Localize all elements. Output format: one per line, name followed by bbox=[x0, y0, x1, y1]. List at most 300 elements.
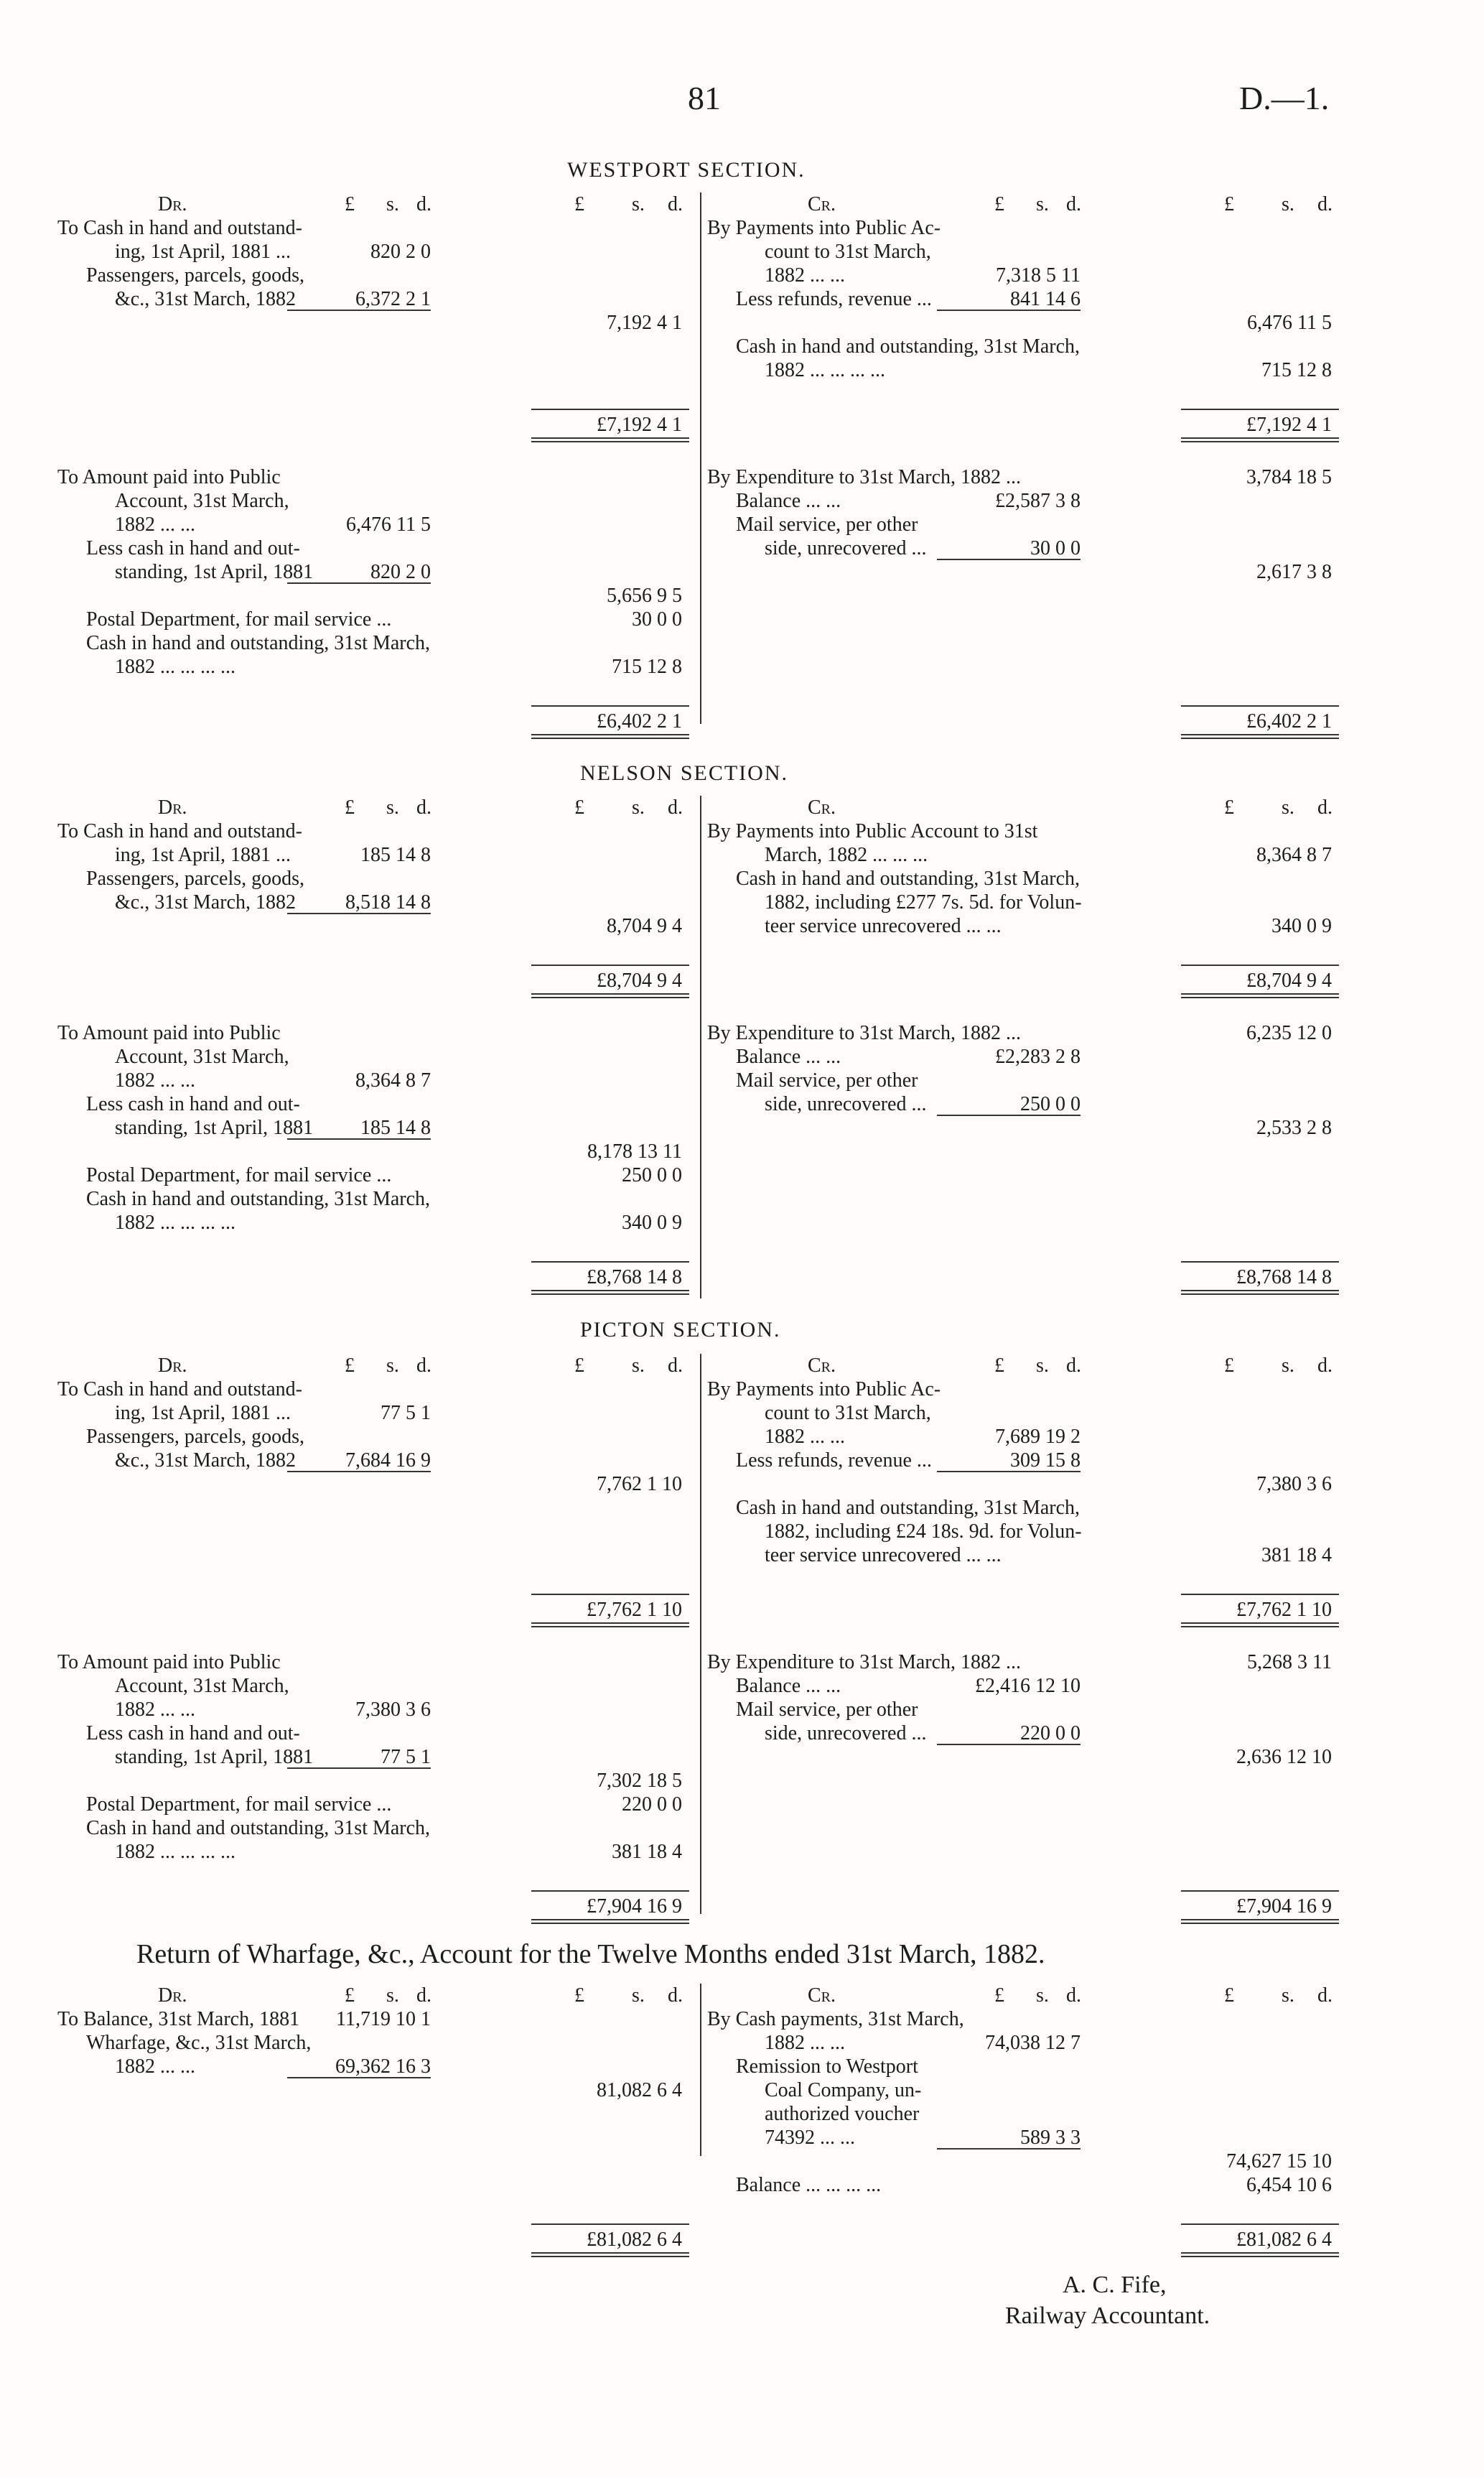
nelson-dr2-entry bbox=[57, 1116, 689, 1140]
nelson-dr-entry bbox=[57, 867, 689, 891]
nelson-dr2-total: £8,768 14 8 bbox=[587, 1266, 682, 1288]
wharfage-cr-entry bbox=[707, 2031, 1339, 2055]
wharfage-account bbox=[0, 1984, 1484, 2251]
picton-dr-description: Passengers, parcels, goods, bbox=[86, 1426, 305, 1448]
column-header-s: s. bbox=[632, 796, 645, 819]
picton-dr-outer-amount: 7,762 1 10 bbox=[597, 1473, 682, 1495]
westport-cr-inner-amount: 7,318 5 11 bbox=[996, 264, 1081, 287]
picton-dr2-entry bbox=[57, 1793, 689, 1816]
column-header-row bbox=[57, 192, 689, 216]
westport-dr2-entry bbox=[57, 584, 689, 608]
spacer bbox=[707, 655, 1339, 679]
nelson-dr-entry bbox=[57, 819, 689, 843]
account-divider bbox=[700, 192, 701, 724]
picton-dr-entry bbox=[57, 1449, 689, 1472]
picton-dr2-description: Account, 31st March, bbox=[115, 1675, 289, 1697]
picton-cr-description: teer service unrecovered ... ... bbox=[765, 1544, 1002, 1566]
nelson-dr-entry bbox=[57, 914, 689, 938]
picton-cr-entry bbox=[707, 1496, 1339, 1520]
wharfage-cr-inner-amount: 589 3 3 bbox=[1020, 2127, 1081, 2149]
column-header-s: s. bbox=[1282, 1354, 1294, 1377]
picton-section-title: PICTON SECTION. bbox=[580, 1318, 781, 1342]
total-double-rule bbox=[531, 2252, 689, 2257]
picton-cr-total-row bbox=[707, 1591, 1339, 1627]
wharfage-cr-description: Balance ... ... ... ... bbox=[736, 2174, 882, 2196]
spacer bbox=[57, 2102, 689, 2126]
nelson-cr2-entry bbox=[707, 1069, 1339, 1092]
picton-dr2-entry bbox=[57, 1840, 689, 1864]
westport-dr-entry bbox=[57, 216, 689, 240]
picton-dr2-description: standing, 1st April, 1881 bbox=[115, 1746, 314, 1768]
wharfage-cr-entry bbox=[707, 2126, 1339, 2150]
westport-cr2-inner-amount: £2,587 3 8 bbox=[995, 490, 1081, 512]
westport-cr-description: By Payments into Public Ac- bbox=[707, 217, 941, 239]
wharfage-cr-entry bbox=[707, 2078, 1339, 2102]
column-header-s: s. bbox=[386, 1354, 399, 1377]
westport-dr-description: ing, 1st April, 1881 ... bbox=[115, 241, 291, 263]
westport-cr-entry bbox=[707, 216, 1339, 240]
total-rule bbox=[531, 409, 689, 410]
spacer bbox=[707, 1864, 1339, 1887]
column-header-d: d. bbox=[416, 796, 431, 819]
spacer bbox=[57, 382, 689, 406]
westport-dr2-description: Less cash in hand and out- bbox=[86, 537, 300, 559]
nelson-cr2-inner-amount: £2,283 2 8 bbox=[995, 1046, 1081, 1068]
nelson-cr2-entry bbox=[707, 1092, 1339, 1116]
picton-dr-inner-amount: 7,684 16 9 bbox=[345, 1449, 431, 1472]
subtotal-rule bbox=[287, 1471, 431, 1472]
column-header-pound: £ bbox=[345, 1354, 355, 1377]
nelson-dr-description: To Cash in hand and outstand- bbox=[57, 820, 302, 842]
picton-cr2-total: £7,904 16 9 bbox=[1236, 1895, 1332, 1918]
nelson-dr2-description: standing, 1st April, 1881 bbox=[115, 1117, 314, 1139]
spacer bbox=[57, 938, 689, 962]
wharfage-dr-entry bbox=[57, 2055, 689, 2078]
picton-cr-entry bbox=[707, 1472, 1339, 1496]
picton-dr-description: &c., 31st March, 1882 bbox=[115, 1449, 296, 1472]
picton-dr2-description: Less cash in hand and out- bbox=[86, 1722, 300, 1744]
nelson-dr2-entry bbox=[57, 1163, 689, 1187]
westport-dr2-total: £6,402 2 1 bbox=[597, 710, 682, 733]
wharfage-cr-total: £81,082 6 4 bbox=[1236, 2229, 1332, 2251]
column-header-s: s. bbox=[386, 796, 399, 819]
nelson-cr2-description: Mail service, per other bbox=[736, 1069, 918, 1092]
column-header-row bbox=[707, 1354, 1339, 1377]
picton-dr-entry bbox=[57, 1472, 689, 1496]
side-label: Cr. bbox=[808, 1984, 836, 2007]
wharfage-cr-entry bbox=[707, 2173, 1339, 2197]
westport-cr-description: Less refunds, revenue ... bbox=[736, 288, 932, 310]
picton-dr2-description: Postal Department, for mail service ... bbox=[86, 1793, 392, 1816]
total-rule bbox=[531, 1890, 689, 1892]
nelson-dr2-entry bbox=[57, 1021, 689, 1045]
nelson-dr2-inner-amount: 8,364 8 7 bbox=[355, 1069, 431, 1092]
nelson-dr-inner-amount: 185 14 8 bbox=[360, 844, 431, 866]
westport-dr-inner-amount: 820 2 0 bbox=[370, 241, 431, 263]
picton-dr-total-row bbox=[57, 1591, 689, 1627]
spacer bbox=[707, 1816, 1339, 1840]
column-header-d: d. bbox=[416, 1984, 431, 2007]
westport-cr2-description: Mail service, per other bbox=[736, 513, 918, 536]
spacer bbox=[57, 1627, 689, 1650]
wharfage-dr-entry bbox=[57, 2078, 689, 2102]
picton-cr-description: count to 31st March, bbox=[765, 1402, 931, 1424]
westport-cr-entry bbox=[707, 264, 1339, 287]
nelson-dr-outer-amount: 8,704 9 4 bbox=[607, 915, 682, 937]
wharfage-cr-description: Remission to Westport bbox=[736, 2055, 918, 2078]
column-header-pound: £ bbox=[345, 1984, 355, 2007]
picton-cr2-inner-amount: 220 0 0 bbox=[1020, 1722, 1081, 1744]
spacer bbox=[707, 1163, 1339, 1187]
picton-cr-description: Cash in hand and outstanding, 31st March, bbox=[736, 1497, 1081, 1519]
picton-dr2-entry bbox=[57, 1769, 689, 1793]
westport-cr-total: £7,192 4 1 bbox=[1246, 414, 1332, 436]
spacer bbox=[57, 442, 689, 465]
picton-cr2-description: By Expenditure to 31st March, 1882 ... bbox=[707, 1651, 1022, 1673]
spacer bbox=[57, 335, 689, 358]
nelson-dr-total: £8,704 9 4 bbox=[597, 970, 682, 992]
westport-cr-entry bbox=[707, 311, 1339, 335]
nelson-cr2-entry bbox=[707, 1045, 1339, 1069]
nelson-dr2-entry bbox=[57, 1092, 689, 1116]
picton-dr-description: To Cash in hand and outstand- bbox=[57, 1378, 302, 1400]
subtotal-rule bbox=[937, 1471, 1081, 1472]
nelson-dr2-total-row bbox=[57, 1258, 689, 1294]
total-double-rule bbox=[1181, 1919, 1339, 1924]
column-header-pound: £ bbox=[345, 796, 355, 819]
picton-dr2-total: £7,904 16 9 bbox=[587, 1895, 682, 1918]
nelson-cr-entry bbox=[707, 819, 1339, 843]
spacer bbox=[707, 1140, 1339, 1163]
column-header-pound: £ bbox=[574, 1984, 584, 2007]
nelson-cr2-description: side, unrecovered ... bbox=[765, 1093, 927, 1115]
wharfage-cr-description: Coal Company, un- bbox=[765, 2079, 922, 2101]
spacer bbox=[57, 1235, 689, 1258]
picton-cr-inner-amount: 7,689 19 2 bbox=[995, 1426, 1081, 1448]
westport-cr-entry bbox=[707, 287, 1339, 311]
wharfage-dr-inner-amount: 69,362 16 3 bbox=[335, 2055, 431, 2078]
column-header-pound: £ bbox=[1224, 1984, 1234, 2007]
nelson-dr2-description: To Amount paid into Public bbox=[57, 1022, 281, 1044]
spacer bbox=[707, 1840, 1339, 1864]
picton-cr-outer-amount: 7,380 3 6 bbox=[1256, 1473, 1332, 1495]
nelson-cr-entry bbox=[707, 843, 1339, 867]
total-double-rule bbox=[531, 734, 689, 739]
wharfage-dr-description: 1882 ... ... bbox=[115, 2055, 195, 2078]
westport-dr2-outer-amount: 5,656 9 5 bbox=[607, 585, 682, 607]
westport-dr2-entry bbox=[57, 513, 689, 536]
spacer bbox=[57, 2150, 689, 2173]
nelson-dr2-outer-amount: 250 0 0 bbox=[622, 1164, 682, 1186]
westport-cr2-total: £6,402 2 1 bbox=[1246, 710, 1332, 733]
westport-dr2-description: 1882 ... ... bbox=[115, 513, 195, 536]
picton-dr2-entry bbox=[57, 1650, 689, 1674]
nelson-cr2-entry bbox=[707, 1021, 1339, 1045]
picton-dr2-description: 1882 ... ... ... ... bbox=[115, 1841, 235, 1863]
nelson-dr2-description: 1882 ... ... ... ... bbox=[115, 1212, 235, 1234]
page-number: 81 bbox=[688, 80, 721, 116]
picton-cr-outer-amount: 381 18 4 bbox=[1261, 1544, 1332, 1566]
nelson-debit-side bbox=[57, 796, 689, 1294]
column-header-s: s. bbox=[386, 193, 399, 215]
column-header-row bbox=[707, 192, 1339, 216]
total-rule bbox=[1181, 705, 1339, 707]
westport-dr-description: To Cash in hand and outstand- bbox=[57, 217, 302, 239]
total-double-rule bbox=[1181, 734, 1339, 739]
picton-dr-entry bbox=[57, 1425, 689, 1449]
picton-credit-side bbox=[707, 1354, 1339, 1923]
westport-dr2-inner-amount: 820 2 0 bbox=[370, 561, 431, 583]
westport-cr-entry bbox=[707, 240, 1339, 264]
nelson-account bbox=[0, 796, 1484, 1298]
wharfage-credit-side bbox=[707, 1984, 1339, 2257]
picton-cr2-description: Mail service, per other bbox=[736, 1698, 918, 1721]
westport-cr2-entry bbox=[707, 489, 1339, 513]
westport-dr2-entry bbox=[57, 655, 689, 679]
wharfage-dr-total-row bbox=[57, 2221, 689, 2257]
side-label: Dr. bbox=[158, 193, 187, 215]
wharfage-dr-entry bbox=[57, 2007, 689, 2031]
total-rule bbox=[1181, 965, 1339, 966]
column-header-pound: £ bbox=[994, 193, 1004, 215]
westport-cr2-outer-amount: 2,617 3 8 bbox=[1256, 561, 1332, 583]
picton-cr2-description: Balance ... ... bbox=[736, 1675, 841, 1697]
signature-name: A. C. Fife, bbox=[1063, 2272, 1167, 2298]
spacer bbox=[707, 1235, 1339, 1258]
westport-cr-outer-amount: 6,476 11 5 bbox=[1247, 312, 1332, 334]
side-label: Dr. bbox=[158, 1984, 187, 2007]
nelson-cr2-entry bbox=[707, 1116, 1339, 1140]
subtotal-rule bbox=[287, 1767, 431, 1769]
westport-dr-entry bbox=[57, 240, 689, 264]
spacer bbox=[707, 938, 1339, 962]
total-double-rule bbox=[531, 1290, 689, 1295]
westport-cr2-description: Balance ... ... bbox=[736, 490, 841, 512]
nelson-dr2-entry bbox=[57, 1211, 689, 1235]
westport-dr2-entry bbox=[57, 536, 689, 560]
picton-dr-description: ing, 1st April, 1881 ... bbox=[115, 1402, 291, 1424]
wharfage-cr-entry bbox=[707, 2102, 1339, 2126]
picton-dr2-description: 1882 ... ... bbox=[115, 1698, 195, 1721]
westport-cr2-description: side, unrecovered ... bbox=[765, 537, 927, 559]
westport-cr2-description: By Expenditure to 31st March, 1882 ... bbox=[707, 466, 1022, 488]
column-header-s: s. bbox=[1282, 1984, 1294, 2007]
picton-cr-description: 1882, including £24 18s. 9d. for Volun- bbox=[765, 1520, 1082, 1543]
subtotal-rule bbox=[287, 1138, 431, 1140]
westport-account bbox=[0, 192, 1484, 733]
spacer bbox=[707, 1769, 1339, 1793]
picton-dr2-outer-amount: 7,302 18 5 bbox=[597, 1770, 682, 1792]
column-header-d: d. bbox=[1317, 1354, 1333, 1377]
picton-cr-description: By Payments into Public Ac- bbox=[707, 1378, 941, 1400]
picton-cr2-outer-amount: 5,268 3 11 bbox=[1247, 1651, 1332, 1673]
column-header-s: s. bbox=[632, 1354, 645, 1377]
picton-cr2-entry bbox=[707, 1745, 1339, 1769]
picton-dr2-entry bbox=[57, 1816, 689, 1840]
westport-dr-entry bbox=[57, 287, 689, 311]
nelson-cr-outer-amount: 8,364 8 7 bbox=[1256, 844, 1332, 866]
picton-dr-entry bbox=[57, 1377, 689, 1401]
westport-cr2-outer-amount: 3,784 18 5 bbox=[1246, 466, 1332, 488]
nelson-cr-outer-amount: 340 0 9 bbox=[1271, 915, 1332, 937]
nelson-cr-entry bbox=[707, 914, 1339, 938]
column-header-pound: £ bbox=[1224, 193, 1234, 215]
picton-cr2-outer-amount: 2,636 12 10 bbox=[1236, 1746, 1332, 1768]
westport-dr2-description: Postal Department, for mail service ... bbox=[86, 608, 392, 631]
westport-dr2-description: 1882 ... ... ... ... bbox=[115, 656, 235, 678]
nelson-cr-description: teer service unrecovered ... ... bbox=[765, 915, 1002, 937]
picton-cr2-description: side, unrecovered ... bbox=[765, 1722, 927, 1744]
side-label: Dr. bbox=[158, 796, 187, 819]
westport-dr-total-row bbox=[57, 406, 689, 442]
westport-dr-total: £7,192 4 1 bbox=[597, 414, 682, 436]
spacer bbox=[707, 1187, 1339, 1211]
spacer bbox=[707, 998, 1339, 1021]
nelson-credit-side bbox=[707, 796, 1339, 1294]
spacer bbox=[707, 1211, 1339, 1235]
westport-dr-inner-amount: 6,372 2 1 bbox=[355, 288, 431, 310]
picton-cr-description: 1882 ... ... bbox=[765, 1426, 845, 1448]
spacer bbox=[707, 631, 1339, 655]
spacer bbox=[707, 584, 1339, 608]
nelson-dr-total-row bbox=[57, 962, 689, 998]
side-label: Dr. bbox=[158, 1354, 187, 1377]
westport-dr2-outer-amount: 30 0 0 bbox=[632, 608, 682, 631]
westport-cr2-entry bbox=[707, 560, 1339, 584]
column-header-s: s. bbox=[632, 193, 645, 215]
westport-dr2-entry bbox=[57, 489, 689, 513]
westport-dr2-outer-amount: 715 12 8 bbox=[612, 656, 682, 678]
spacer bbox=[57, 1567, 689, 1591]
picton-dr2-entry bbox=[57, 1745, 689, 1769]
nelson-dr2-description: Less cash in hand and out- bbox=[86, 1093, 300, 1115]
account-divider bbox=[700, 1354, 701, 1914]
subtotal-rule bbox=[937, 559, 1081, 560]
picton-dr2-description: To Amount paid into Public bbox=[57, 1651, 281, 1673]
westport-dr2-entry bbox=[57, 465, 689, 489]
column-header-pound: £ bbox=[574, 1354, 584, 1377]
westport-dr-entry bbox=[57, 311, 689, 335]
wharfage-cr-entry bbox=[707, 2150, 1339, 2173]
wharfage-cr-inner-amount: 74,038 12 7 bbox=[985, 2032, 1081, 2054]
wharfage-dr-entry bbox=[57, 2031, 689, 2055]
picton-cr-entry bbox=[707, 1377, 1339, 1401]
nelson-dr2-entry bbox=[57, 1069, 689, 1092]
picton-dr2-entry bbox=[57, 1721, 689, 1745]
wharfage-dr-inner-amount: 11,719 10 1 bbox=[336, 2008, 431, 2030]
picton-dr-inner-amount: 77 5 1 bbox=[381, 1402, 431, 1424]
picton-dr2-total-row bbox=[57, 1887, 689, 1923]
westport-cr-description: Cash in hand and outstanding, 31st March, bbox=[736, 335, 1081, 358]
subtotal-rule bbox=[287, 2077, 431, 2078]
nelson-dr-inner-amount: 8,518 14 8 bbox=[345, 891, 431, 914]
wharfage-cr-entry bbox=[707, 2055, 1339, 2078]
column-header-d: d. bbox=[1066, 1354, 1081, 1377]
nelson-cr-total: £8,704 9 4 bbox=[1246, 970, 1332, 992]
nelson-dr2-entry bbox=[57, 1187, 689, 1211]
picton-cr2-entry bbox=[707, 1698, 1339, 1721]
column-header-d: d. bbox=[1317, 1984, 1333, 2007]
nelson-cr2-outer-amount: 6,235 12 0 bbox=[1246, 1022, 1332, 1044]
nelson-cr2-inner-amount: 250 0 0 bbox=[1020, 1093, 1081, 1115]
picton-cr-entry bbox=[707, 1520, 1339, 1543]
spacer bbox=[707, 679, 1339, 702]
column-header-d: d. bbox=[416, 1354, 431, 1377]
nelson-cr-description: Cash in hand and outstanding, 31st March, bbox=[736, 868, 1081, 890]
total-rule bbox=[531, 965, 689, 966]
picton-cr-total: £7,762 1 10 bbox=[1236, 1599, 1332, 1621]
spacer bbox=[707, 1793, 1339, 1816]
spacer bbox=[57, 998, 689, 1021]
total-rule bbox=[1181, 1261, 1339, 1263]
spacer bbox=[57, 679, 689, 702]
column-header-d: d. bbox=[1317, 193, 1333, 215]
westport-cr2-entry bbox=[707, 465, 1339, 489]
spacer bbox=[707, 1627, 1339, 1650]
total-double-rule bbox=[1181, 1290, 1339, 1295]
spacer bbox=[707, 1567, 1339, 1591]
westport-dr-description: &c., 31st March, 1882 bbox=[115, 288, 296, 310]
total-rule bbox=[531, 2223, 689, 2225]
column-header-s: s. bbox=[386, 1984, 399, 2007]
westport-cr-outer-amount: 715 12 8 bbox=[1261, 359, 1332, 381]
picton-dr2-inner-amount: 77 5 1 bbox=[381, 1746, 431, 1768]
picton-account bbox=[0, 1354, 1484, 1918]
nelson-dr-description: Passengers, parcels, goods, bbox=[86, 868, 305, 890]
column-header-d: d. bbox=[668, 1984, 683, 2007]
total-rule bbox=[531, 1594, 689, 1595]
column-header-d: d. bbox=[668, 193, 683, 215]
picton-dr2-entry bbox=[57, 1698, 689, 1721]
westport-dr2-description: Cash in hand and outstanding, 31st March, bbox=[86, 632, 431, 654]
westport-cr2-inner-amount: 30 0 0 bbox=[1030, 537, 1081, 559]
total-rule bbox=[1181, 1890, 1339, 1892]
account-divider bbox=[700, 1984, 701, 2156]
wharfage-cr-description: 1882 ... ... bbox=[765, 2032, 845, 2054]
nelson-cr-total-row bbox=[707, 962, 1339, 998]
column-header-s: s. bbox=[1036, 193, 1049, 215]
nelson-dr2-inner-amount: 185 14 8 bbox=[360, 1117, 431, 1139]
nelson-dr2-description: 1882 ... ... bbox=[115, 1069, 195, 1092]
westport-debit-side bbox=[57, 192, 689, 738]
side-label: Cr. bbox=[808, 193, 836, 215]
column-header-pound: £ bbox=[1224, 796, 1234, 819]
westport-dr-description: Passengers, parcels, goods, bbox=[86, 264, 305, 287]
nelson-cr-description: 1882, including £277 7s. 5d. for Volun- bbox=[765, 891, 1082, 914]
nelson-cr2-total-row bbox=[707, 1258, 1339, 1294]
column-header-pound: £ bbox=[1224, 1354, 1234, 1377]
westport-cr2-entry bbox=[707, 513, 1339, 536]
wharfage-cr-description: authorized voucher bbox=[765, 2103, 920, 2125]
column-header-row bbox=[57, 1354, 689, 1377]
picton-dr2-outer-amount: 381 18 4 bbox=[612, 1841, 682, 1863]
picton-dr2-outer-amount: 220 0 0 bbox=[622, 1793, 682, 1816]
nelson-dr2-description: Postal Department, for mail service ... bbox=[86, 1164, 392, 1186]
nelson-cr-description: March, 1882 ... ... ... bbox=[765, 844, 928, 866]
spacer bbox=[707, 2197, 1339, 2221]
column-header-pound: £ bbox=[574, 193, 584, 215]
picton-cr2-entry bbox=[707, 1674, 1339, 1698]
total-rule bbox=[1181, 1594, 1339, 1595]
column-header-s: s. bbox=[1036, 1984, 1049, 2007]
westport-dr2-description: Account, 31st March, bbox=[115, 490, 289, 512]
picton-dr2-entry bbox=[57, 1674, 689, 1698]
picton-cr2-entry bbox=[707, 1650, 1339, 1674]
wharfage-dr-total: £81,082 6 4 bbox=[587, 2229, 682, 2251]
nelson-dr-entry bbox=[57, 891, 689, 914]
picton-cr2-entry bbox=[707, 1721, 1339, 1745]
wharfage-cr-outer-amount: 74,627 15 10 bbox=[1226, 2150, 1332, 2172]
